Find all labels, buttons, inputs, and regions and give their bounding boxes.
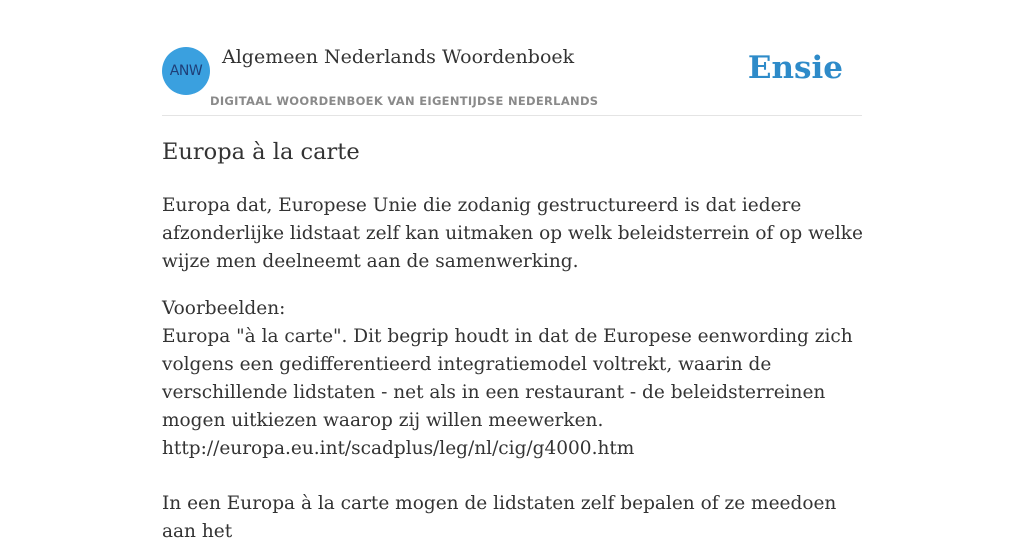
anw-logo[interactable] <box>162 47 210 95</box>
header-divider <box>162 115 862 116</box>
example-text: Europa "à la carte". Dit begrip houdt in dat de Europese eenwording zich volgens een gedifferentieerd integratiemodel voltrekt, waarin de verschillende lidstaten - net als in een restaurant - de beleidsterreinen mogen uitkiezen waarop zij willen meewerken. <box>162 326 853 431</box>
site-title: Algemeen Nederlands Woordenboek <box>222 46 575 68</box>
entry-title: Europa à la carte <box>162 139 360 165</box>
ensie-brand-link[interactable]: Ensie <box>747 50 843 86</box>
entry-definition: Europa dat, Europese Unie die zodanig gestructureerd is dat iedere afzonderlijke lidstaat zelf kan uitmaken op welk beleidsterrein of op welke wijze men deelneemt aan de samenwerking. <box>162 195 863 272</box>
anw-logo-text: ANW <box>169 63 203 79</box>
entry-content <box>162 192 866 546</box>
example-spacer <box>162 463 866 490</box>
examples-label: Voorbeelden: <box>162 298 286 319</box>
site-subtitle: DIGITAAL WOORDENBOEK VAN EIGENTIJDSE NEDERLANDS <box>210 94 599 108</box>
example-text-2: In een Europa à la carte mogen de lidstaten zelf bepalen of ze meedoen aan het <box>162 493 837 542</box>
example-source-link[interactable]: http://europa.eu.int/scadplus/leg/nl/cig/g4000.htm <box>162 438 635 459</box>
